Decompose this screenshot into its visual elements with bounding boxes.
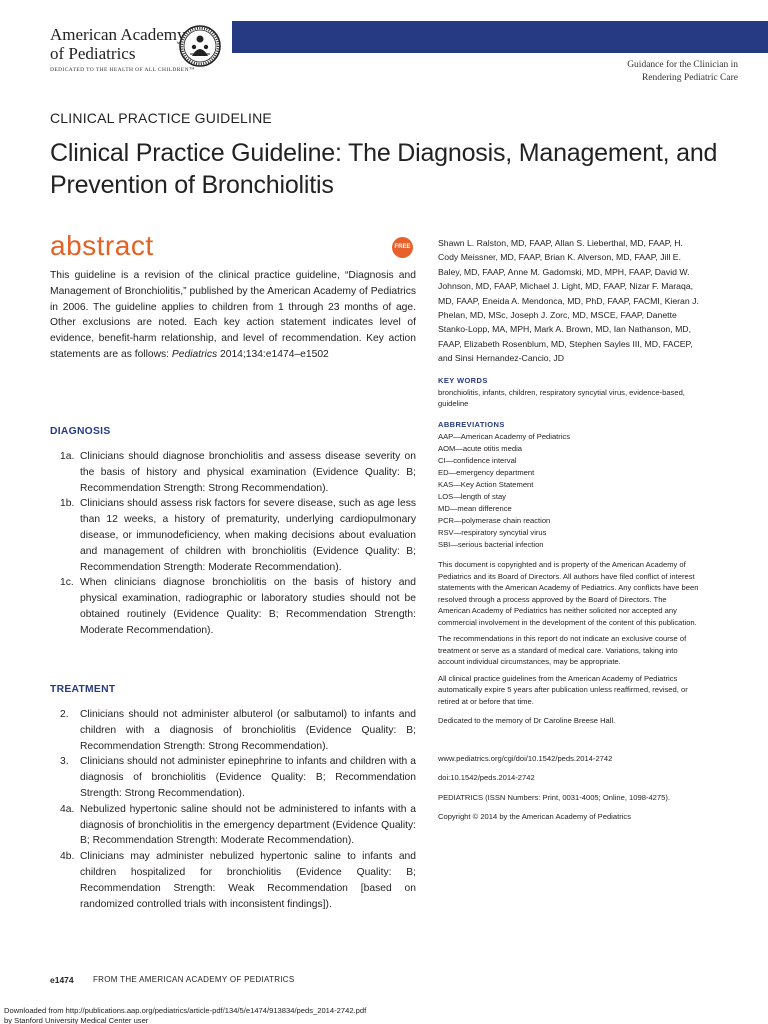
item-number: 2. (60, 709, 69, 720)
doi-text: doi:10.1542/peds.2014-2742 (438, 773, 535, 783)
aap-logo (50, 22, 230, 78)
item-number: 1c. (60, 577, 74, 589)
treatment-item (60, 707, 416, 754)
guidance-line-2: Rendering Pediatric Care (641, 73, 738, 83)
abbreviation-item: SBI—serious bacterial infection (438, 540, 544, 550)
item-text: Clinicians should assess risk factors for severe disease, such as age less than 12 weeks, a history of prematurity, underlying cardiopulmonary disease, or immunodeficiency, when making decisions about evaluation and management of children with bronchiolitis (Evidence Quality: B; Recommendation Strength: Moderate Recommendation). (80, 498, 416, 573)
publication-info (438, 753, 700, 823)
page-number: e1474 (50, 975, 74, 985)
author-list: Shawn L. Ralston, MD, FAAP, Allan S. Lieberthal, MD, FAAP, H. Cody Meissner, MD, FAAP, Brian K. Alverson, MD, FAAP, Jill E. Baley, MD, FAAP, Anne M. Gadomski, MD, MPH, FAAP, David W. Johnson, MD, FAAP, Michael J. Light, MD, FAAP, Nizar F. Maraqa, MD, FAAP, Eneida A. Mendonca, MD, PhD, FAAP, FACMI, Kieran J. Phelan, MD, MSc, Joseph J. Zorc, MD, MSCE, FAAP, Danette Stanko-Lopp, MA, MPH, Mark A. Brown, MD, Ian Nathanson, MD, FAAP, Elizabeth Rosenblum, MD, Stephen Sayles III, MD, FACEP, and Sinsi Hernandez-Cancio, JD (438, 238, 699, 364)
abstract-intro (50, 268, 416, 363)
sidebar-column (438, 236, 700, 831)
keywords: bronchiolitis, infants, children, respiratory syncytial virus, evidence-based, guideline (438, 387, 685, 409)
abstract-intro-text: This guideline is a revision of the clinical practice guideline, “Diagnosis and Management of Bronchiolitis,” published by the American Academy of Pediatrics in 2006. The guideline applies to children from 1 through 23 months of age. Other exclusions are noted. Each key action statement indicates level of evidence, benefit-harm relationship, and level of recommendation. Key action statements are as follows: (50, 270, 416, 360)
abbreviations-heading: ABBREVIATIONS (438, 420, 505, 430)
diagnosis-item (60, 449, 416, 496)
citation-details: 2014;134:e1474–e1502 (217, 348, 329, 360)
copyright-text: Copyright © 2014 by the American Academy of Pediatrics (438, 812, 632, 822)
item-number: 4a. (60, 803, 75, 815)
header-blue-bar (232, 21, 768, 53)
item-number: 4b. (60, 851, 75, 863)
recommendations-note: The recommendations in this report do not indicate an exclusive course of treatment or serve as a standard of medical care. Variations, taking into account individual circumstances, may be appropriate. (438, 634, 687, 667)
item-text: Clinicians should not administer epinephrine to infants and children with a diagnosis of bronchiolitis (Evidence Quality: B; Recommendation Strength: Strong Recommendation). (80, 756, 416, 799)
treatment-heading: TREATMENT (50, 684, 116, 695)
abbreviation-item: KAS—Key Action Statement (438, 480, 534, 490)
item-text: When clinicians diagnose bronchiolitis on the basis of history and physical examination, radiographic or laboratory studies should not be obtained routinely (Evidence Quality: B; Recommendation Strength: Moderate Recommendation). (80, 577, 416, 636)
download-notice-user: by Stanford University Medical Center user (4, 1016, 149, 1024)
issn-text: PEDIATRICS (ISSN Numbers: Print, 0031-4005; Online, 1098-4275). (438, 792, 670, 802)
treatment-item (60, 802, 416, 849)
diagnosis-item (60, 496, 416, 575)
guidance-line-1: Guidance for the Clinician in (627, 60, 738, 70)
org-name-line2: of Pediatrics (50, 44, 136, 63)
item-number: 3. (60, 756, 69, 768)
expiry-note: All clinical practice guidelines from the American Academy of Pediatrics automatically expire 5 years after publication unless reaffirmed, revised, or retired at or before that time. (438, 673, 688, 706)
item-text: Clinicians may administer nebulized hypertonic saline to infants and children hospitalized for bronchiolitis (Evidence Quality: B; Recommendation Strength: Weak Recommendation [based on randomized controlled trials with inconsistent findings]). (80, 851, 416, 910)
aap-seal-icon (178, 24, 222, 68)
keywords-heading: KEY WORDS (438, 375, 488, 385)
treatment-item (60, 849, 416, 912)
copyright-note: This document is copyrighted and is property of the American Academy of Pediatrics and its Board of Directors. All authors have filed conflict of interest statements with the American Academy of Pediatrics. Any conflicts have been resolved through a process approved by the Board of Directors. The American Academy of Pediatrics has neither solicited nor accepted any commercial involvement in the development of the content of this publication. (438, 560, 699, 627)
org-tagline: DEDICATED TO THE HEALTH OF ALL CHILDREN™ (50, 67, 195, 73)
treatment-list (60, 707, 416, 912)
treatment-item (60, 754, 416, 801)
citation-journal: Pediatrics (171, 348, 218, 360)
diagnosis-list (60, 449, 416, 639)
article-url-link[interactable]: www.pediatrics.org/cgi/doi/10.1542/peds.2014-2742 (438, 753, 613, 763)
dedication: Dedicated to the memory of Dr Caroline Breese Hall. (438, 716, 616, 726)
abbreviation-item: AAP—American Academy of Pediatrics (438, 432, 571, 442)
abbreviation-item: ED—emergency department (438, 468, 535, 478)
footer-source: FROM THE AMERICAN ACADEMY OF PEDIATRICS (93, 975, 295, 984)
guidance-note (627, 59, 738, 85)
free-access-badge: FREE (392, 237, 413, 258)
item-text: Nebulized hypertonic saline should not be administered to infants with a diagnosis of bronchiolitis in the emergency department (Evidence Quality: B; Recommendation Strength: Moderate Recommendation). (80, 803, 416, 847)
item-text: Clinicians should not administer albuterol (or salbutamol) to infants and children with a diagnosis of bronchiolitis (Evidence Quality: B; Recommendation Strength: Strong Recommendation). (80, 709, 416, 752)
abbreviation-item: AOM—acute otitis media (438, 444, 522, 454)
org-name-line1: American Academy (50, 25, 186, 44)
item-text: Clinicians should diagnose bronchiolitis and assess disease severity on the basis of history and physical examination (Evidence Quality: B; Recommendation Strength: Strong Recommendation). (80, 451, 416, 494)
item-number: 1a. (60, 451, 75, 462)
abbreviation-item: MD—mean difference (438, 504, 512, 514)
abbreviation-item: RSV—respiratory syncytial virus (438, 528, 547, 538)
article-title: Clinical Practice Guideline: The Diagnosis, Management, and Prevention of Bronchiolitis (50, 139, 718, 199)
diagnosis-item (60, 575, 416, 638)
abbreviations-list (438, 431, 700, 551)
abbreviation-item: LOS—length of stay (438, 492, 506, 502)
diagnosis-heading: DIAGNOSIS (50, 426, 111, 437)
abbreviation-item: CI—confidence interval (438, 456, 517, 466)
section-label: CLINICAL PRACTICE GUIDELINE (50, 110, 272, 126)
download-notice-link[interactable]: Downloaded from http://publications.aap.org/pediatrics/article-pdf/134/5/e1474/913834/peds_2014-2742.pdf (4, 1006, 367, 1015)
abstract-heading: abstract (50, 230, 154, 261)
item-number: 1b. (60, 498, 75, 510)
abbreviation-item: PCR—polymerase chain reaction (438, 516, 551, 526)
